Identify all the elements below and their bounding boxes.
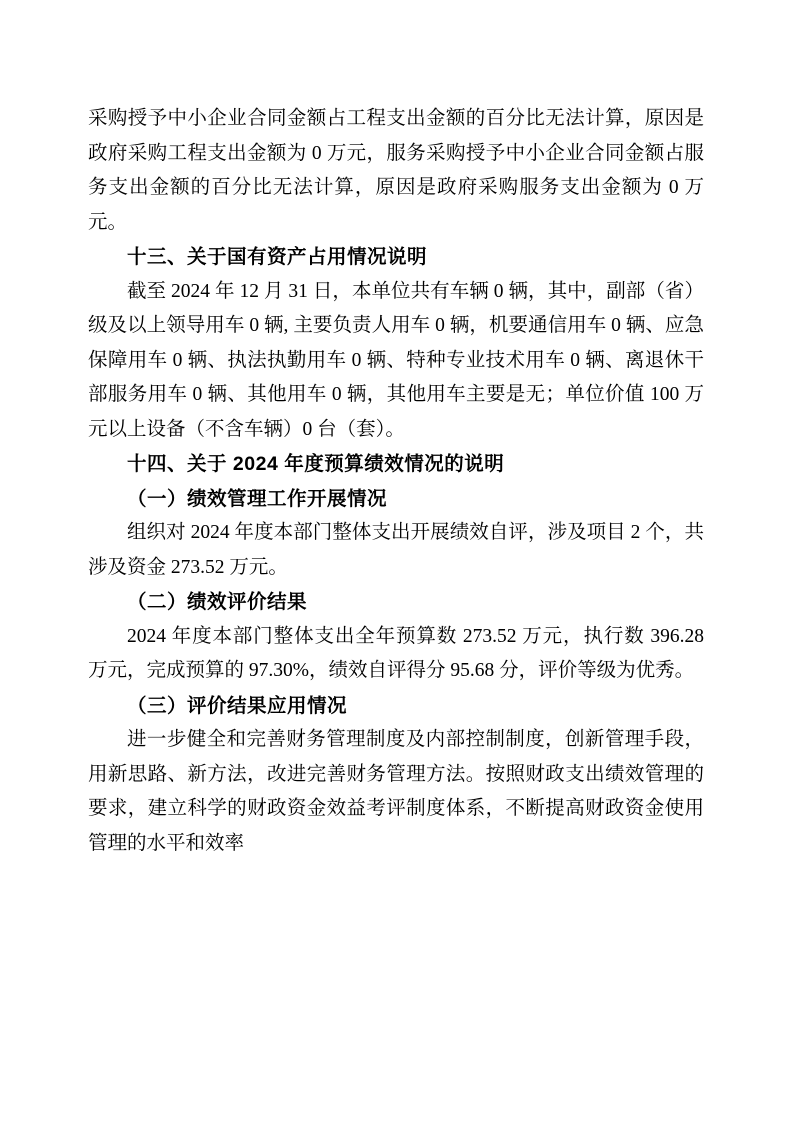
para-performance-management: 组织对 2024 年度本部门整体支出开展绩效自评，涉及项目 2 个，共涉及资金 273.52 万元。 [88,522,704,578]
subheading-1-performance-management: （一）绩效管理工作开展情况 [127,487,388,510]
para-evaluation-results: 2024 年度本部门整体支出全年预算数 273.52 万元，执行数 396.28 万元，完成预算的 97.30%，绩效自评得分 95.68 分，评价等级为优秀。 [88,625,704,681]
para-procurement-explanation: 采购授予中小企业合同金额占工程支出金额的百分比无法计算，原因是政府采购工程支出金额为 0 万元，服务采购授予中小企业合同金额占服务支出金额的百分比无法计算，原因是政府采购服务支出金额为 0 万元。 [88,108,704,233]
heading-section-13-state-assets: 十三、关于国有资产占用情况说明 [127,246,428,268]
para-results-application: 进一步健全和完善财务管理制度及内部控制制度，创新管理手段，用新思路、新方法，改进完善财务管理方法。按照财政支出绩效管理的要求，建立科学的财政资金效益考评制度体系，不断提高财政资金使用管理的水平和效率 [88,729,704,854]
subheading-3-results-application: （三）评价结果应用情况 [127,694,348,717]
para-state-assets-occupancy: 截至 2024 年 12 月 31 日，本单位共有车辆 0 辆，其中，副部（省）级及以上领导用车 0 辆, 主要负责人用车 0 辆，机要通信用车 0 辆、应急保障用车 0 辆、执法执勤用车 0 辆、特种专业技术用车 0 辆、离退休干部服务用车 0 辆、其他用车 0 辆，其他用车主要是无；单位价值 100 万元以上设备（不含车辆）0 台（套）。 [88,280,704,440]
heading-section-14-budget-performance: 十四、关于 2024 年度预算绩效情况的说明 [127,453,505,475]
subheading-2-evaluation-results: （二）绩效评价结果 [127,591,308,613]
